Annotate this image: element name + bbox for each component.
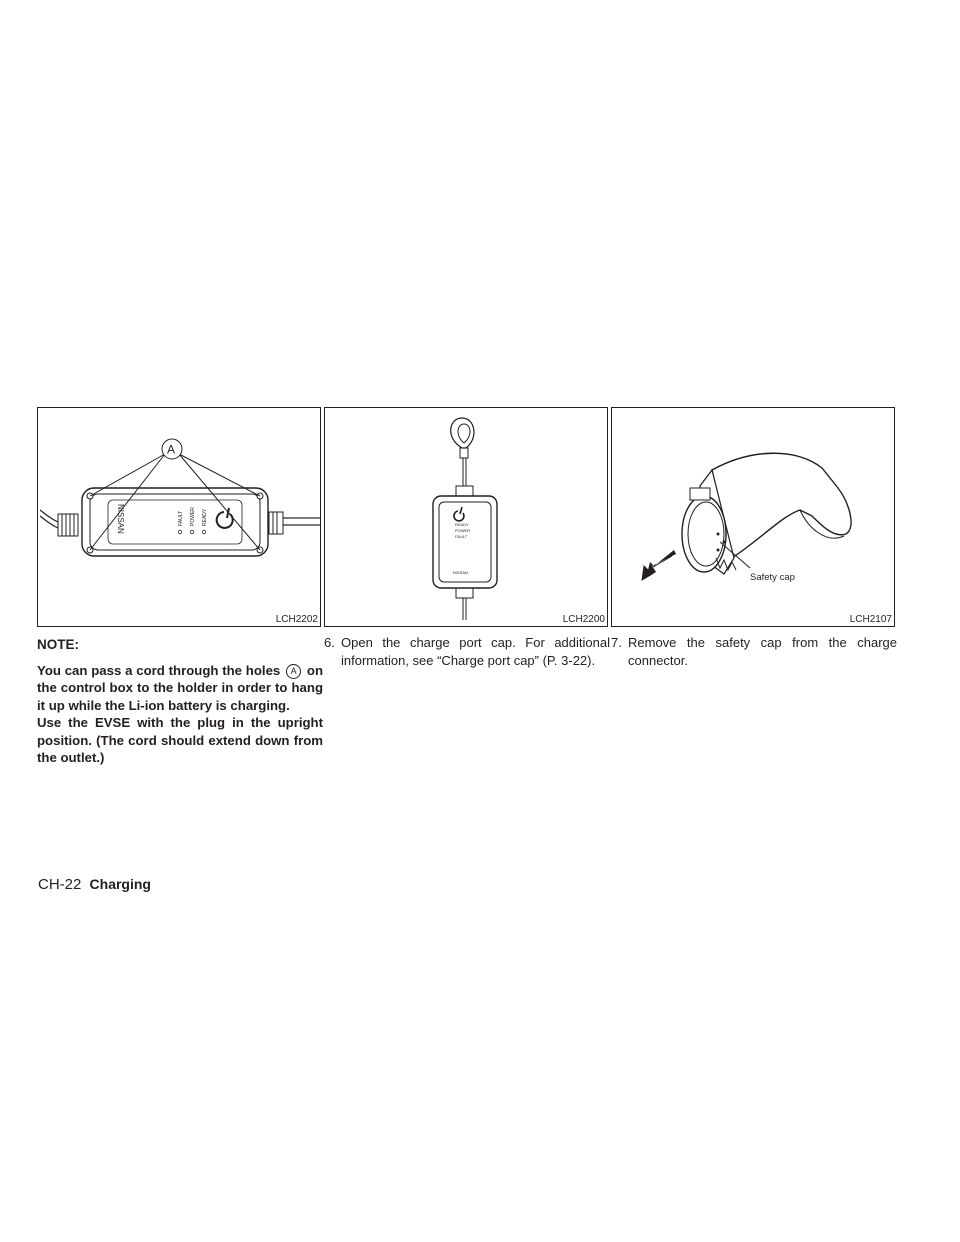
charge-connector-illustration [612, 408, 895, 627]
callout-a: A [167, 442, 176, 457]
step-7 [611, 634, 897, 669]
box-brand: NISSAN [453, 570, 468, 575]
led-label-power: POWER [455, 528, 471, 533]
figure-control-box-holes [37, 407, 321, 627]
safety-cap-label: Safety cap [750, 572, 795, 583]
page-footer [38, 876, 151, 893]
note-text-2: Use the EVSE with the plug in the upright position. (The cord should extend down from the outlet.) [37, 715, 323, 765]
note-text-after: on the control box to the holder in order to hang it up while the Li-ion battery is charging. [37, 662, 324, 713]
box-brand: NISSAN [116, 504, 125, 534]
evse-illustration [325, 408, 608, 627]
note-section [37, 634, 323, 767]
figure-code: LCH2200 [562, 614, 605, 625]
step-number: 6. [324, 635, 335, 650]
figure-charge-connector [611, 407, 895, 627]
control-box-illustration [38, 408, 321, 627]
led-label-fault: FAULT [455, 534, 468, 539]
page-number: CH-22 [38, 876, 82, 893]
callout-a-marker: A [286, 664, 301, 679]
figure-code: LCH2202 [275, 614, 318, 625]
step-6 [324, 634, 610, 669]
led-label-ready: READY [455, 522, 469, 527]
note-title: NOTE: [37, 637, 79, 652]
led-label-ready: READY [202, 508, 208, 526]
led-label-power: POWER [190, 507, 196, 526]
section-title: Charging [89, 876, 151, 892]
step-text: Remove the safety cap from the charge connector. [628, 635, 897, 668]
led-label-fault: FAULT [178, 510, 184, 526]
step-number: 7. [611, 635, 622, 650]
figure-code: LCH2107 [849, 614, 892, 625]
note-text-before: You can pass a cord through the holes [37, 662, 281, 678]
note-body [37, 662, 323, 767]
figure-evse-hanging [324, 407, 608, 627]
step-text: Open the charge port cap. For additional information, see “Charge port cap” (P. 3-22). [341, 635, 610, 668]
